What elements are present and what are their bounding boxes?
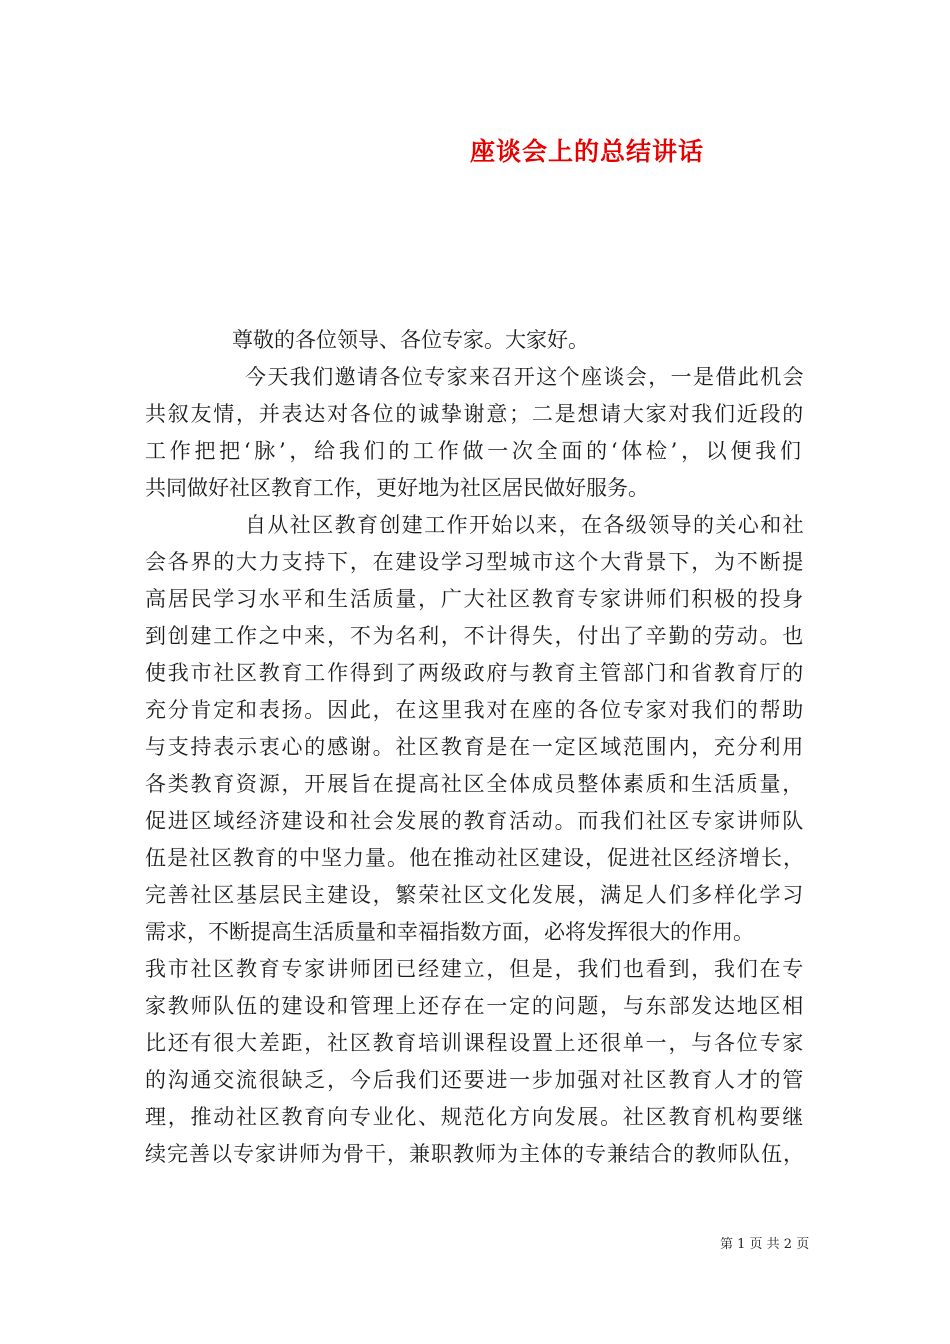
body-line: 促进区域经济建设和社会发展的教育活动。而我们社区专家讲师队 [145, 809, 805, 833]
body-line: 家教师队伍的建设和管理上还存在一定的问题，与东部发达地区相 [145, 994, 805, 1018]
body-line: 需求，不断提高生活质量和幸福指数方面，必将发挥很大的作用。 [145, 920, 754, 944]
body-line: 伍是社区教育的中坚力量。他在推动社区建设，促进社区经济增长， [145, 846, 805, 870]
body-line: 会各界的大力支持下，在建设学习型城市这个大背景下，为不断提 [145, 550, 805, 574]
body-line: 理，推动社区教育向专业化、规范化方向发展。社区教育机构要继 [145, 1105, 805, 1129]
body-line: 使我市社区教育工作得到了两级政府与教育主管部门和省教育厅的 [145, 661, 805, 685]
body-line: 共叙友情，并表达对各位的诚挚谢意；二是想请大家对我们近段的 [145, 402, 805, 426]
body-line: 到创建工作之中来，不为名利，不计得失，付出了辛勤的劳动。也 [145, 624, 805, 648]
body-line: 各类教育资源，开展旨在提高社区全体成员整体素质和生活质量， [145, 772, 805, 796]
body-line: 续完善以专家讲师为骨干，兼职教师为主体的专兼结合的教师队伍， [145, 1142, 805, 1166]
body-line: 我市社区教育专家讲师团已经建立，但是，我们也看到，我们在专 [145, 957, 805, 981]
body-line: 的沟通交流很缺乏，今后我们还要进一步加强对社区教育人才的管 [145, 1068, 805, 1092]
body-line: 自从社区教育创建工作开始以来，在各级领导的关心和社 [245, 513, 805, 537]
body-line: 充分肯定和表扬。因此，在这里我对在座的各位专家对我们的帮助 [145, 698, 805, 722]
page-title: 座谈会上的总结讲话 [470, 137, 705, 166]
body-line: 尊敬的各位领导、各位专家。大家好。 [232, 328, 589, 352]
body-line: 共同做好社区教育工作，更好地为社区居民做好服务。 [145, 476, 649, 500]
body-line: 今天我们邀请各位专家来召开这个座谈会，一是借此机会 [245, 365, 805, 389]
body-line: 与支持表示衷心的感谢。社区教育是在一定区域范围内，充分利用 [145, 735, 805, 759]
body-line: 完善社区基层民主建设，繁荣社区文化发展，满足人们多样化学习 [145, 883, 805, 907]
body-line: 比还有很大差距，社区教育培训课程设置上还很单一，与各位专家 [145, 1031, 805, 1055]
body-line: 高居民学习水平和生活质量，广大社区教育专家讲师们积极的投身 [145, 587, 805, 611]
body-line: 工作把把‘脉’，给我们的工作做一次全面的‘体检’，以便我们 [145, 439, 805, 463]
page-number: 第 1 页 共 2 页 [720, 1237, 810, 1252]
